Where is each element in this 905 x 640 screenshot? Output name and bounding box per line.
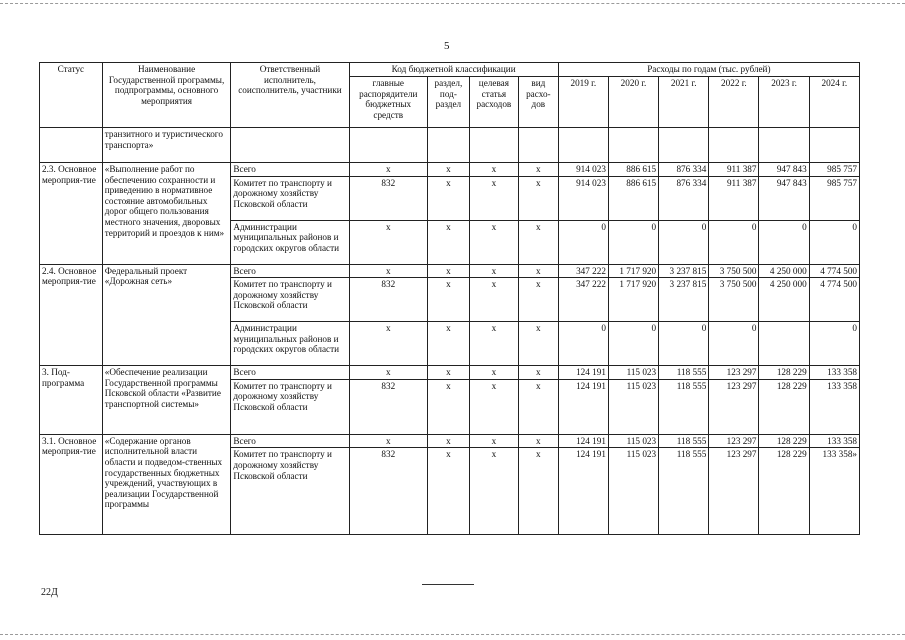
value-cell: 947 843 xyxy=(759,163,809,177)
name-cell: «Содержание органов исполнительной власти области и подведом-ственных государственных бюджетных учреждений, участвующих в реализации Государственной программы xyxy=(102,434,231,535)
value-cell xyxy=(759,322,809,366)
value-cell: 0 xyxy=(608,220,658,264)
value-cell: 118 555 xyxy=(659,448,709,535)
value-cell: 0 xyxy=(558,220,608,264)
value-cell: 0 xyxy=(608,322,658,366)
value-cell: 4 250 000 xyxy=(759,264,809,278)
value-cell: 4 774 500 xyxy=(809,264,859,278)
value-cell: 911 387 xyxy=(709,176,759,220)
table-row: 2.3. Основное мероприя-тие «Выполнение работ по обеспечению сохранности и приведению в нормативное состояние автомобильных дорог общего пользования местного значения, дворовых территорий и проездов к ним» Всего х х х х 914 023 886 615 876 334 911 387 947 843 985 757 xyxy=(40,163,860,177)
table-row: Администрации муниципальных районов и городских округов области х х х х 0 0 0 0 0 xyxy=(40,322,860,366)
value-cell: 115 023 xyxy=(608,448,658,535)
table-row: Комитет по транспорту и дорожному хозяйству Псковской области 832 х х х 347 222 1 717 920 3 237 815 3 750 500 4 250 000 4 774 500 xyxy=(40,278,860,322)
value-cell: 133 358 xyxy=(809,434,859,448)
value-cell: 118 555 xyxy=(659,379,709,434)
top-scan-border xyxy=(0,3,905,4)
value-cell: 3 750 500 xyxy=(709,264,759,278)
value-cell: 347 222 xyxy=(558,278,608,322)
separator-line xyxy=(422,584,474,585)
table-row xyxy=(40,128,860,163)
footer-code: 22Д xyxy=(41,587,58,598)
header-year: 2020 г. xyxy=(608,77,658,128)
value-cell: 115 023 xyxy=(608,379,658,434)
value-cell: 128 229 xyxy=(759,379,809,434)
name-cell: транзитного и туристического транспорта» xyxy=(102,128,231,163)
value-cell: 124 191 xyxy=(558,434,608,448)
value-cell: 3 237 815 xyxy=(659,264,709,278)
header-target: целевая статья расходов xyxy=(469,77,518,128)
table-row: 3. Под-программа «Обеспечение реализации Государственной программы Псковской области «Развитие транспортной системы» Всего х х х х 124 191 115 023 118 555 123 297 128 229 133 358 xyxy=(40,366,860,380)
value-cell: 0 xyxy=(809,322,859,366)
header-expenses: Расходы по годам (тыс. рублей) xyxy=(558,63,859,77)
value-cell: 0 xyxy=(759,220,809,264)
table-row: Комитет по транспорту и дорожному хозяйству Псковской области 832 х х х 914 023 886 615 876 334 911 387 947 843 985 757 xyxy=(40,176,860,220)
value-cell: 1 717 920 xyxy=(608,264,658,278)
value-cell: 876 334 xyxy=(659,176,709,220)
bottom-scan-border xyxy=(0,634,905,635)
value-cell: 118 555 xyxy=(659,366,709,380)
value-cell: 0 xyxy=(558,322,608,366)
header-row-1 xyxy=(40,63,860,77)
status-cell: 3.1. Основное мероприя-тие xyxy=(40,434,103,535)
responsible-cell: Комитет по транспорту и дорожному хозяйству Псковской области xyxy=(231,278,349,322)
value-cell: 3 750 500 xyxy=(709,278,759,322)
value-cell: 118 555 xyxy=(659,434,709,448)
value-cell: 947 843 xyxy=(759,176,809,220)
value-cell: 128 229 xyxy=(759,434,809,448)
value-cell: 886 615 xyxy=(608,163,658,177)
value-cell: 985 757 xyxy=(809,176,859,220)
value-cell: 914 023 xyxy=(558,176,608,220)
value-cell: 914 023 xyxy=(558,163,608,177)
value-cell: 886 615 xyxy=(608,176,658,220)
value-cell: 0 xyxy=(709,220,759,264)
responsible-cell: Администрации муниципальных районов и городских округов области xyxy=(231,322,349,366)
header-year: 2021 г. xyxy=(659,77,709,128)
value-cell: 133 358 xyxy=(809,366,859,380)
responsible-cell: Комитет по транспорту и дорожному хозяйству Псковской области xyxy=(231,448,349,535)
table-row: 3.1. Основное мероприя-тие «Содержание органов исполнительной власти области и подведом-ственных государственных бюджетных учреждений, участвующих в реализации Государственной программы Всего х х х х 124 191 115 023 118 555 123 297 128 229 133 358 xyxy=(40,434,860,448)
value-cell: 347 222 xyxy=(558,264,608,278)
header-status: Статус xyxy=(40,63,103,128)
value-cell: 985 757 xyxy=(809,163,859,177)
table-row: 2.4. Основное мероприя-тие Федеральный проект «Дорожная сеть» Всего х х х х 347 222 1 717 920 3 237 815 3 750 500 4 250 000 4 774 500 xyxy=(40,264,860,278)
value-cell: 876 334 xyxy=(659,163,709,177)
value-cell: 3 237 815 xyxy=(659,278,709,322)
value-cell: 123 297 xyxy=(709,448,759,535)
value-cell: 128 229 xyxy=(759,448,809,535)
table-row: Комитет по транспорту и дорожному хозяйству Псковской области 832 х х х 124 191 115 023 118 555 123 297 128 229 133 358 xyxy=(40,379,860,434)
header-year: 2024 г. xyxy=(809,77,859,128)
name-cell: Федеральный проект «Дорожная сеть» xyxy=(102,264,231,366)
table-row: Администрации муниципальных районов и городских округов области х х х х 0 0 0 0 0 0 xyxy=(40,220,860,264)
value-cell: 123 297 xyxy=(709,379,759,434)
value-cell: 0 xyxy=(809,220,859,264)
value-cell: 0 xyxy=(709,322,759,366)
value-cell: 4 774 500 xyxy=(809,278,859,322)
value-cell: 133 358» xyxy=(809,448,859,535)
header-grbs: главные распорядители бюджетных средств xyxy=(349,77,427,128)
value-cell: 0 xyxy=(659,220,709,264)
responsible-cell: Всего xyxy=(231,163,349,177)
page-number: 5 xyxy=(444,40,450,52)
value-cell: 124 191 xyxy=(558,379,608,434)
status-cell: 2.3. Основное мероприя-тие xyxy=(40,163,103,265)
name-cell: «Обеспечение реализации Государственной программы Псковской области «Развитие транспортной системы» xyxy=(102,366,231,435)
header-section: раздел, под-раздел xyxy=(427,77,469,128)
responsible-cell: Всего xyxy=(231,434,349,448)
header-name: Наименование Государственной программы, подпрограммы, основного мероприятия xyxy=(102,63,231,128)
header-year: 2019 г. xyxy=(558,77,608,128)
value-cell: 4 250 000 xyxy=(759,278,809,322)
value-cell: 128 229 xyxy=(759,366,809,380)
header-year: 2022 г. xyxy=(709,77,759,128)
value-cell: 133 358 xyxy=(809,379,859,434)
value-cell: 0 xyxy=(659,322,709,366)
value-cell: 115 023 xyxy=(608,434,658,448)
status-cell: 3. Под-программа xyxy=(40,366,103,435)
responsible-cell: Комитет по транспорту и дорожному хозяйству Псковской области xyxy=(231,379,349,434)
responsible-cell: Всего xyxy=(231,264,349,278)
header-year: 2023 г. xyxy=(759,77,809,128)
responsible-cell: Администрации муниципальных районов и городских округов области xyxy=(231,220,349,264)
value-cell: 123 297 xyxy=(709,434,759,448)
value-cell: 115 023 xyxy=(608,366,658,380)
value-cell: 124 191 xyxy=(558,366,608,380)
header-responsible: Ответственный исполнитель, соисполнитель, участники xyxy=(231,63,349,128)
budget-table xyxy=(39,62,860,535)
name-cell: «Выполнение работ по обеспечению сохранности и приведению в нормативное состояние автомобильных дорог общего пользования местного значения, дворовых территорий и проездов к ним» xyxy=(102,163,231,265)
header-expense-type: вид расхо-дов xyxy=(518,77,558,128)
responsible-cell: Всего xyxy=(231,366,349,380)
value-cell: 911 387 xyxy=(709,163,759,177)
table-row: Комитет по транспорту и дорожному хозяйству Псковской области 832 х х х 124 191 115 023 118 555 123 297 128 229 133 358» xyxy=(40,448,860,535)
value-cell: 1 717 920 xyxy=(608,278,658,322)
status-cell: 2.4. Основное мероприя-тие xyxy=(40,264,103,366)
status-cell xyxy=(40,128,103,163)
value-cell: 123 297 xyxy=(709,366,759,380)
header-budget-code: Код бюджетной классификации xyxy=(349,63,558,77)
value-cell: 124 191 xyxy=(558,448,608,535)
responsible-cell: Комитет по транспорту и дорожному хозяйству Псковской области xyxy=(231,176,349,220)
